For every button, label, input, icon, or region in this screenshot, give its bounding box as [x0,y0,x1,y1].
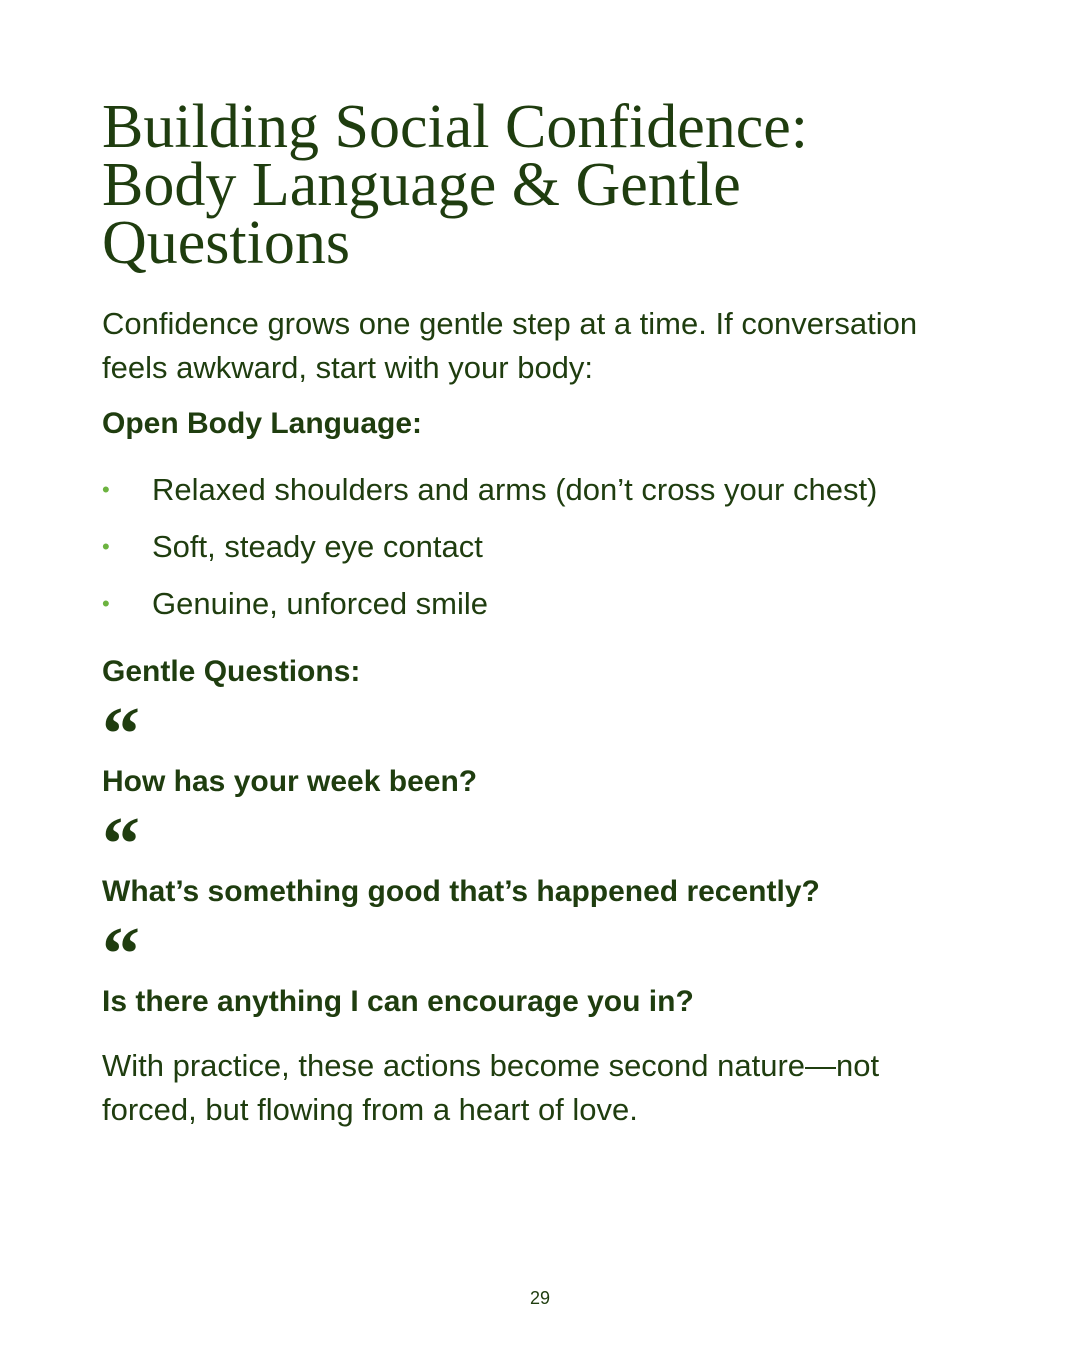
list-item-text: Soft, steady eye contact [152,529,483,564]
list-item [102,582,962,626]
page-title-line: Body Language & Gentle [102,151,741,219]
list-item [102,525,962,569]
bullet-icon: • [102,477,110,502]
page-title [102,93,962,277]
list-item-text: Relaxed shoulders and arms (don’t cross your chest) [152,472,878,507]
body-language-list [102,468,962,626]
intro-paragraph: Confidence grows one gentle step at a time. If conversation feels awkward, start with your body: [102,306,918,385]
bullet-icon: • [102,591,110,616]
page-number: 29 [529,1288,551,1308]
page-title-line: Questions [102,209,350,277]
question-quote [102,912,962,1022]
page-title-line: Building Social Confidence: [102,93,809,161]
list-item-text: Genuine, unforced smile [152,586,489,621]
question-quote [102,802,962,912]
question-quote [102,692,962,802]
gentle-questions-heading: Gentle Questions: [102,655,361,688]
question-text: Is there anything I can encourage you in? [102,985,694,1018]
list-item [102,468,962,512]
question-text: What’s something good that’s happened recently? [102,875,820,908]
bullet-icon: • [102,534,110,559]
question-text: How has your week been? [102,765,478,798]
quote-mark-icon: “ [102,802,140,886]
page-content [102,93,962,1132]
body-language-heading: Open Body Language: [102,407,423,440]
quote-mark-icon: “ [102,912,140,996]
closing-paragraph: With practice, these actions become second nature—not forced, but flowing from a heart of love. [102,1048,880,1127]
quote-mark-icon: “ [102,692,140,776]
